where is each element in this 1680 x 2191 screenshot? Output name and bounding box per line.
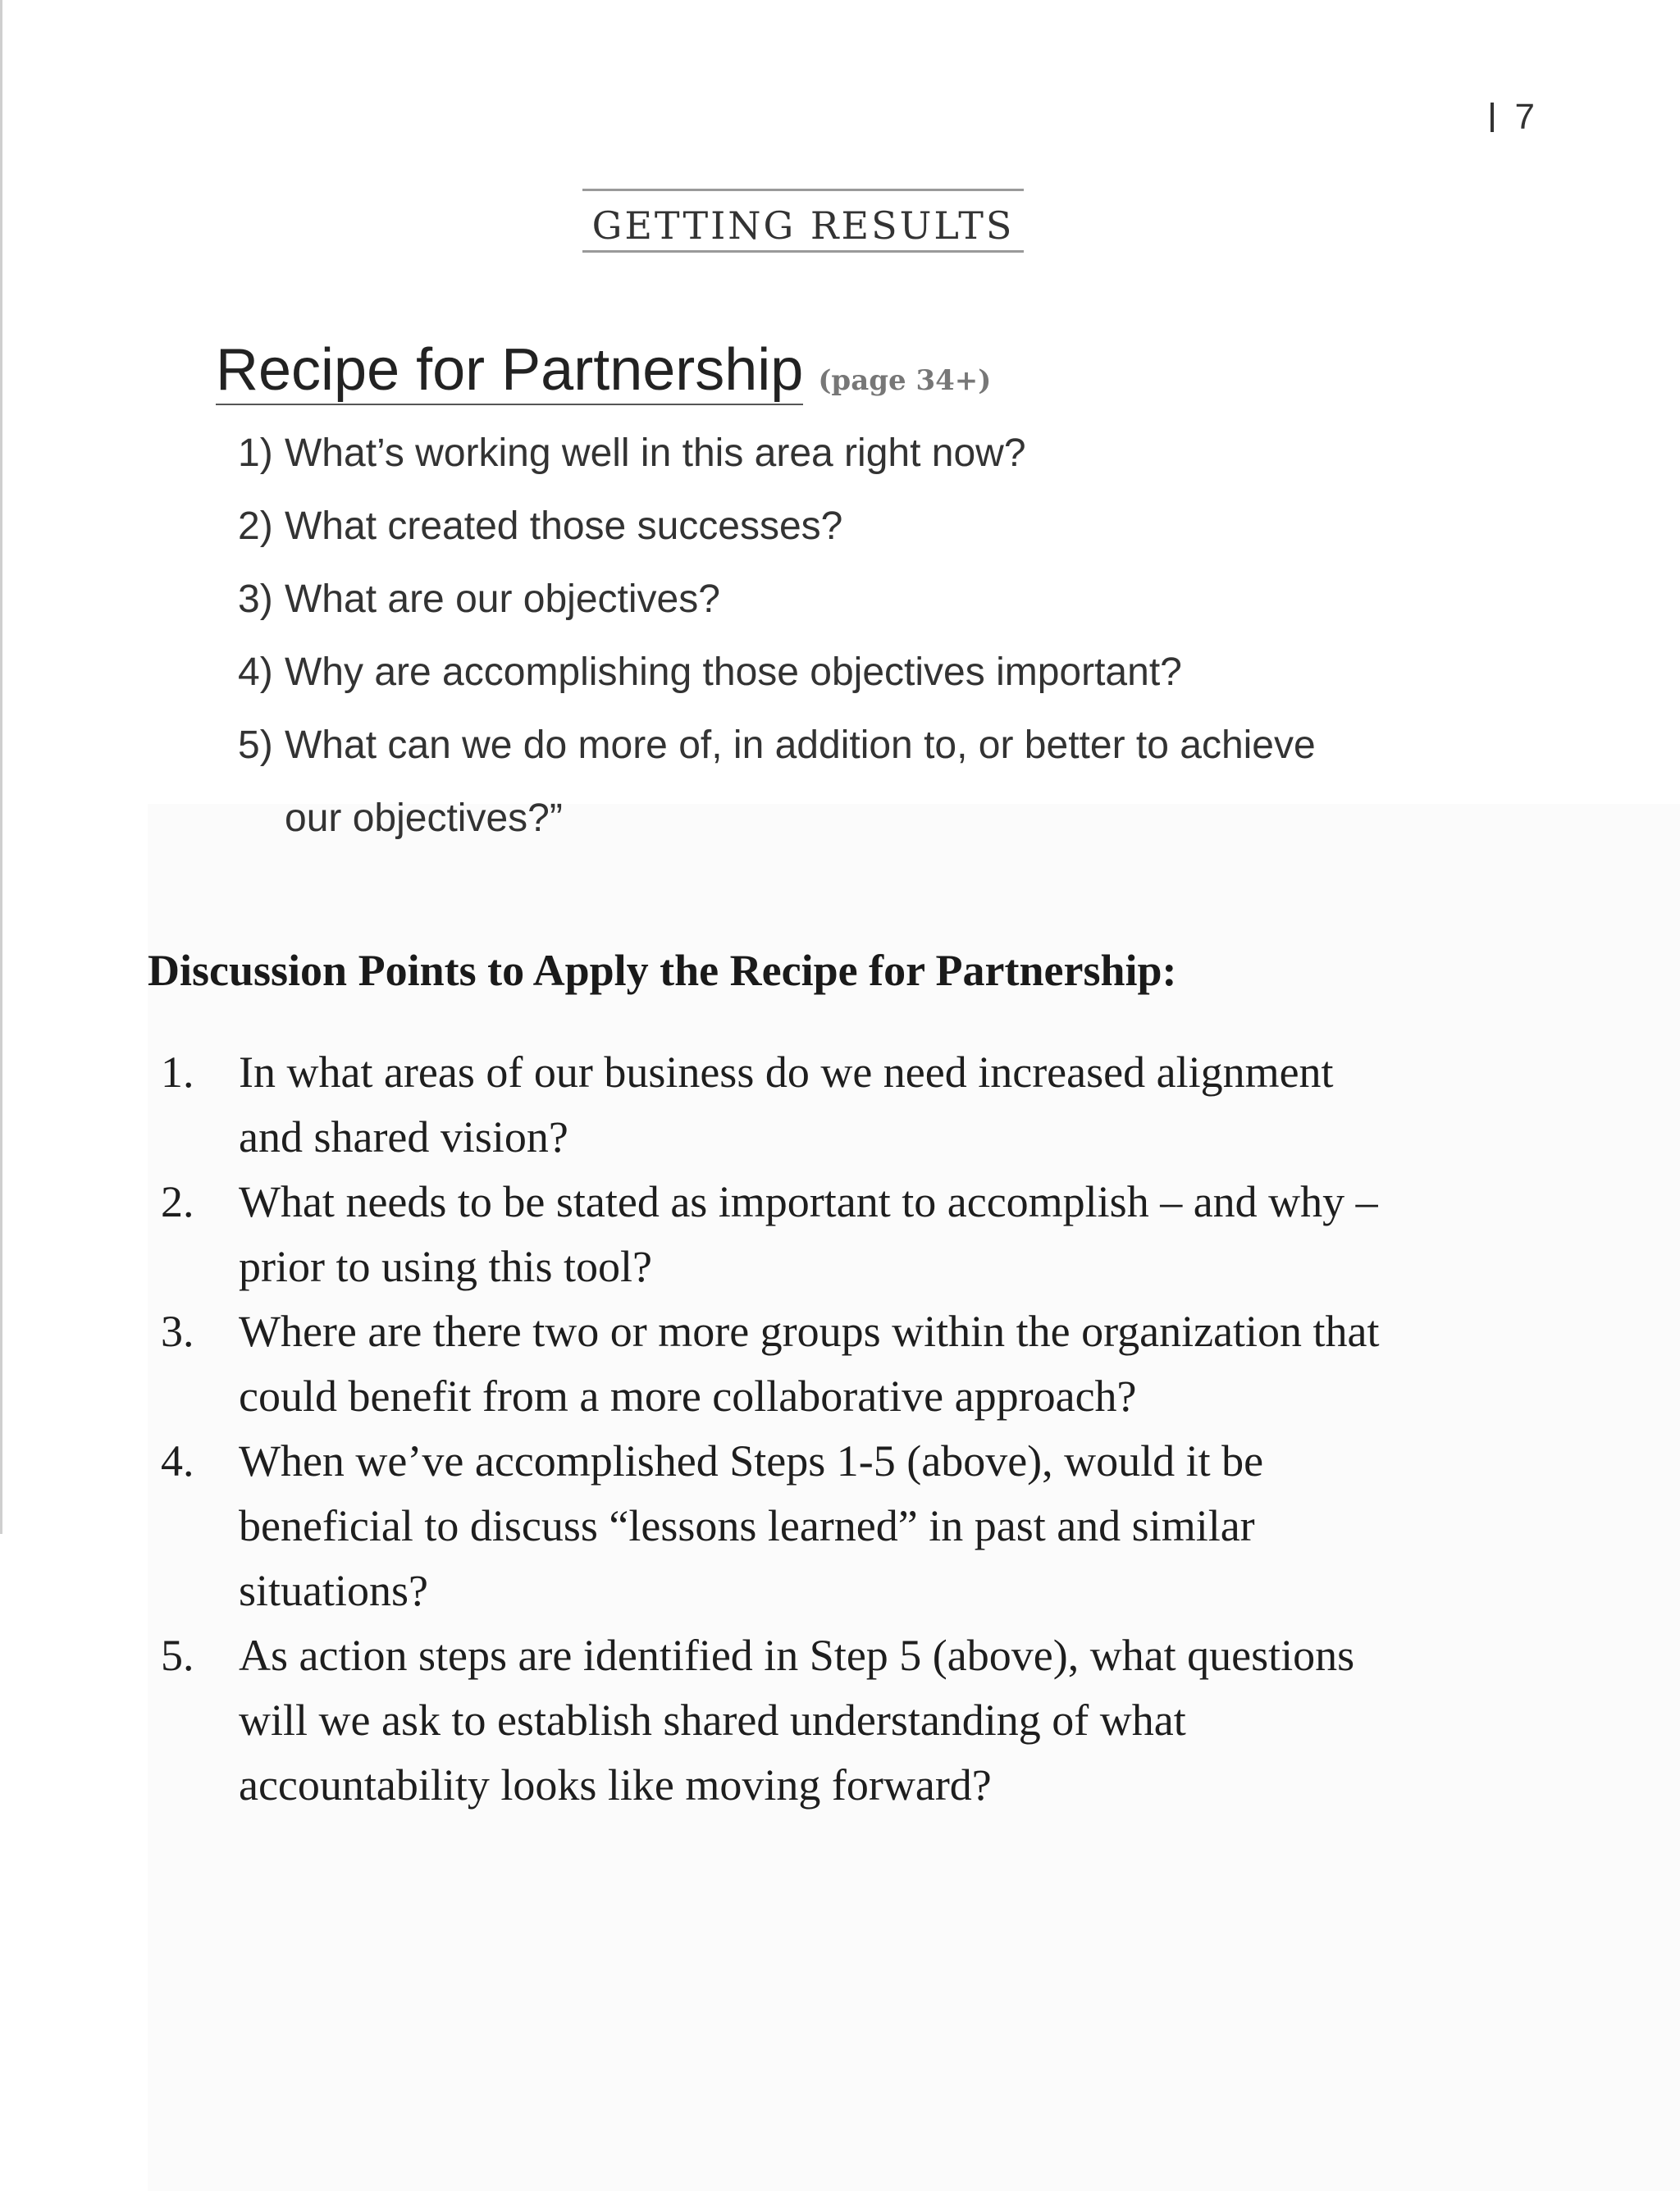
recipe-step-text: What’s working well in this area right now? bbox=[285, 431, 1026, 475]
discussion-item-text bbox=[239, 1040, 1473, 1170]
recipe-step-number: 1) bbox=[238, 431, 273, 475]
recipe-step bbox=[238, 709, 1468, 855]
page-number-value: 7 bbox=[1514, 97, 1536, 137]
recipe-step-text: What created those successes? bbox=[285, 504, 843, 548]
recipe-step-text bbox=[285, 709, 1468, 855]
recipe-step bbox=[238, 490, 1468, 563]
recipe-step-number: 3) bbox=[238, 577, 273, 621]
discussion-item-line: situations? bbox=[239, 1566, 428, 1615]
discussion-points-list bbox=[161, 1040, 1473, 1818]
recipe-page-reference: (page 34+) bbox=[818, 364, 992, 397]
recipe-steps-list bbox=[238, 417, 1468, 855]
recipe-step-line: What can we do more of, in addition to, or better to achieve bbox=[285, 723, 1316, 767]
discussion-item-number: 5. bbox=[161, 1631, 194, 1680]
discussion-item-number: 3. bbox=[161, 1307, 194, 1356]
recipe-step-text: What are our objectives? bbox=[285, 577, 720, 621]
discussion-item-number: 4. bbox=[161, 1436, 194, 1486]
recipe-step-text: Why are accomplishing those objectives important? bbox=[285, 650, 1182, 694]
discussion-item-line: Where are there two or more groups within the organization that bbox=[239, 1307, 1380, 1356]
recipe-step-number: 4) bbox=[238, 650, 273, 694]
discussion-item-line: will we ask to establish shared understanding of what bbox=[239, 1696, 1186, 1745]
recipe-step bbox=[238, 636, 1468, 709]
discussion-item-line: In what areas of our business do we need increased alignment bbox=[239, 1048, 1334, 1097]
discussion-item-text bbox=[239, 1299, 1473, 1429]
discussion-item bbox=[161, 1299, 1473, 1429]
recipe-title-row bbox=[216, 336, 991, 405]
discussion-item-line: beneficial to discuss “lessons learned” in past and similar bbox=[239, 1501, 1255, 1550]
recipe-step bbox=[238, 417, 1468, 490]
discussion-item-line: When we’ve accomplished Steps 1-5 (above), would it be bbox=[239, 1436, 1264, 1486]
discussion-item-line: accountability looks like moving forward? bbox=[239, 1760, 992, 1810]
page-number-separator bbox=[1491, 103, 1494, 132]
discussion-item-line: What needs to be stated as important to accomplish – and why – bbox=[239, 1177, 1378, 1226]
discussion-item-line: and shared vision? bbox=[239, 1112, 568, 1162]
recipe-title: Recipe for Partnership bbox=[216, 336, 803, 405]
discussion-item bbox=[161, 1040, 1473, 1170]
recipe-step-number: 2) bbox=[238, 504, 273, 548]
discussion-item-line: could benefit from a more collaborative approach? bbox=[239, 1372, 1137, 1421]
discussion-heading: Discussion Points to Apply the Recipe for Partnership: bbox=[148, 946, 1177, 995]
discussion-item-text bbox=[239, 1429, 1473, 1623]
discussion-item-line: prior to using this tool? bbox=[239, 1242, 652, 1291]
discussion-item-text bbox=[239, 1623, 1473, 1818]
recipe-step bbox=[238, 563, 1468, 636]
section-heading: GETTING RESULTS bbox=[582, 189, 1024, 253]
page-edge-rule bbox=[0, 0, 2, 1534]
discussion-item-text bbox=[239, 1170, 1473, 1299]
discussion-item bbox=[161, 1623, 1473, 1818]
discussion-item bbox=[161, 1170, 1473, 1299]
discussion-item-number: 2. bbox=[161, 1177, 194, 1226]
discussion-item bbox=[161, 1429, 1473, 1623]
discussion-item-number: 1. bbox=[161, 1048, 194, 1097]
recipe-step-line: our objectives?” bbox=[285, 797, 563, 840]
page-number bbox=[1491, 97, 1536, 138]
recipe-step-number: 5) bbox=[238, 723, 273, 767]
discussion-item-line: As action steps are identified in Step 5 (above), what questions bbox=[239, 1631, 1355, 1680]
